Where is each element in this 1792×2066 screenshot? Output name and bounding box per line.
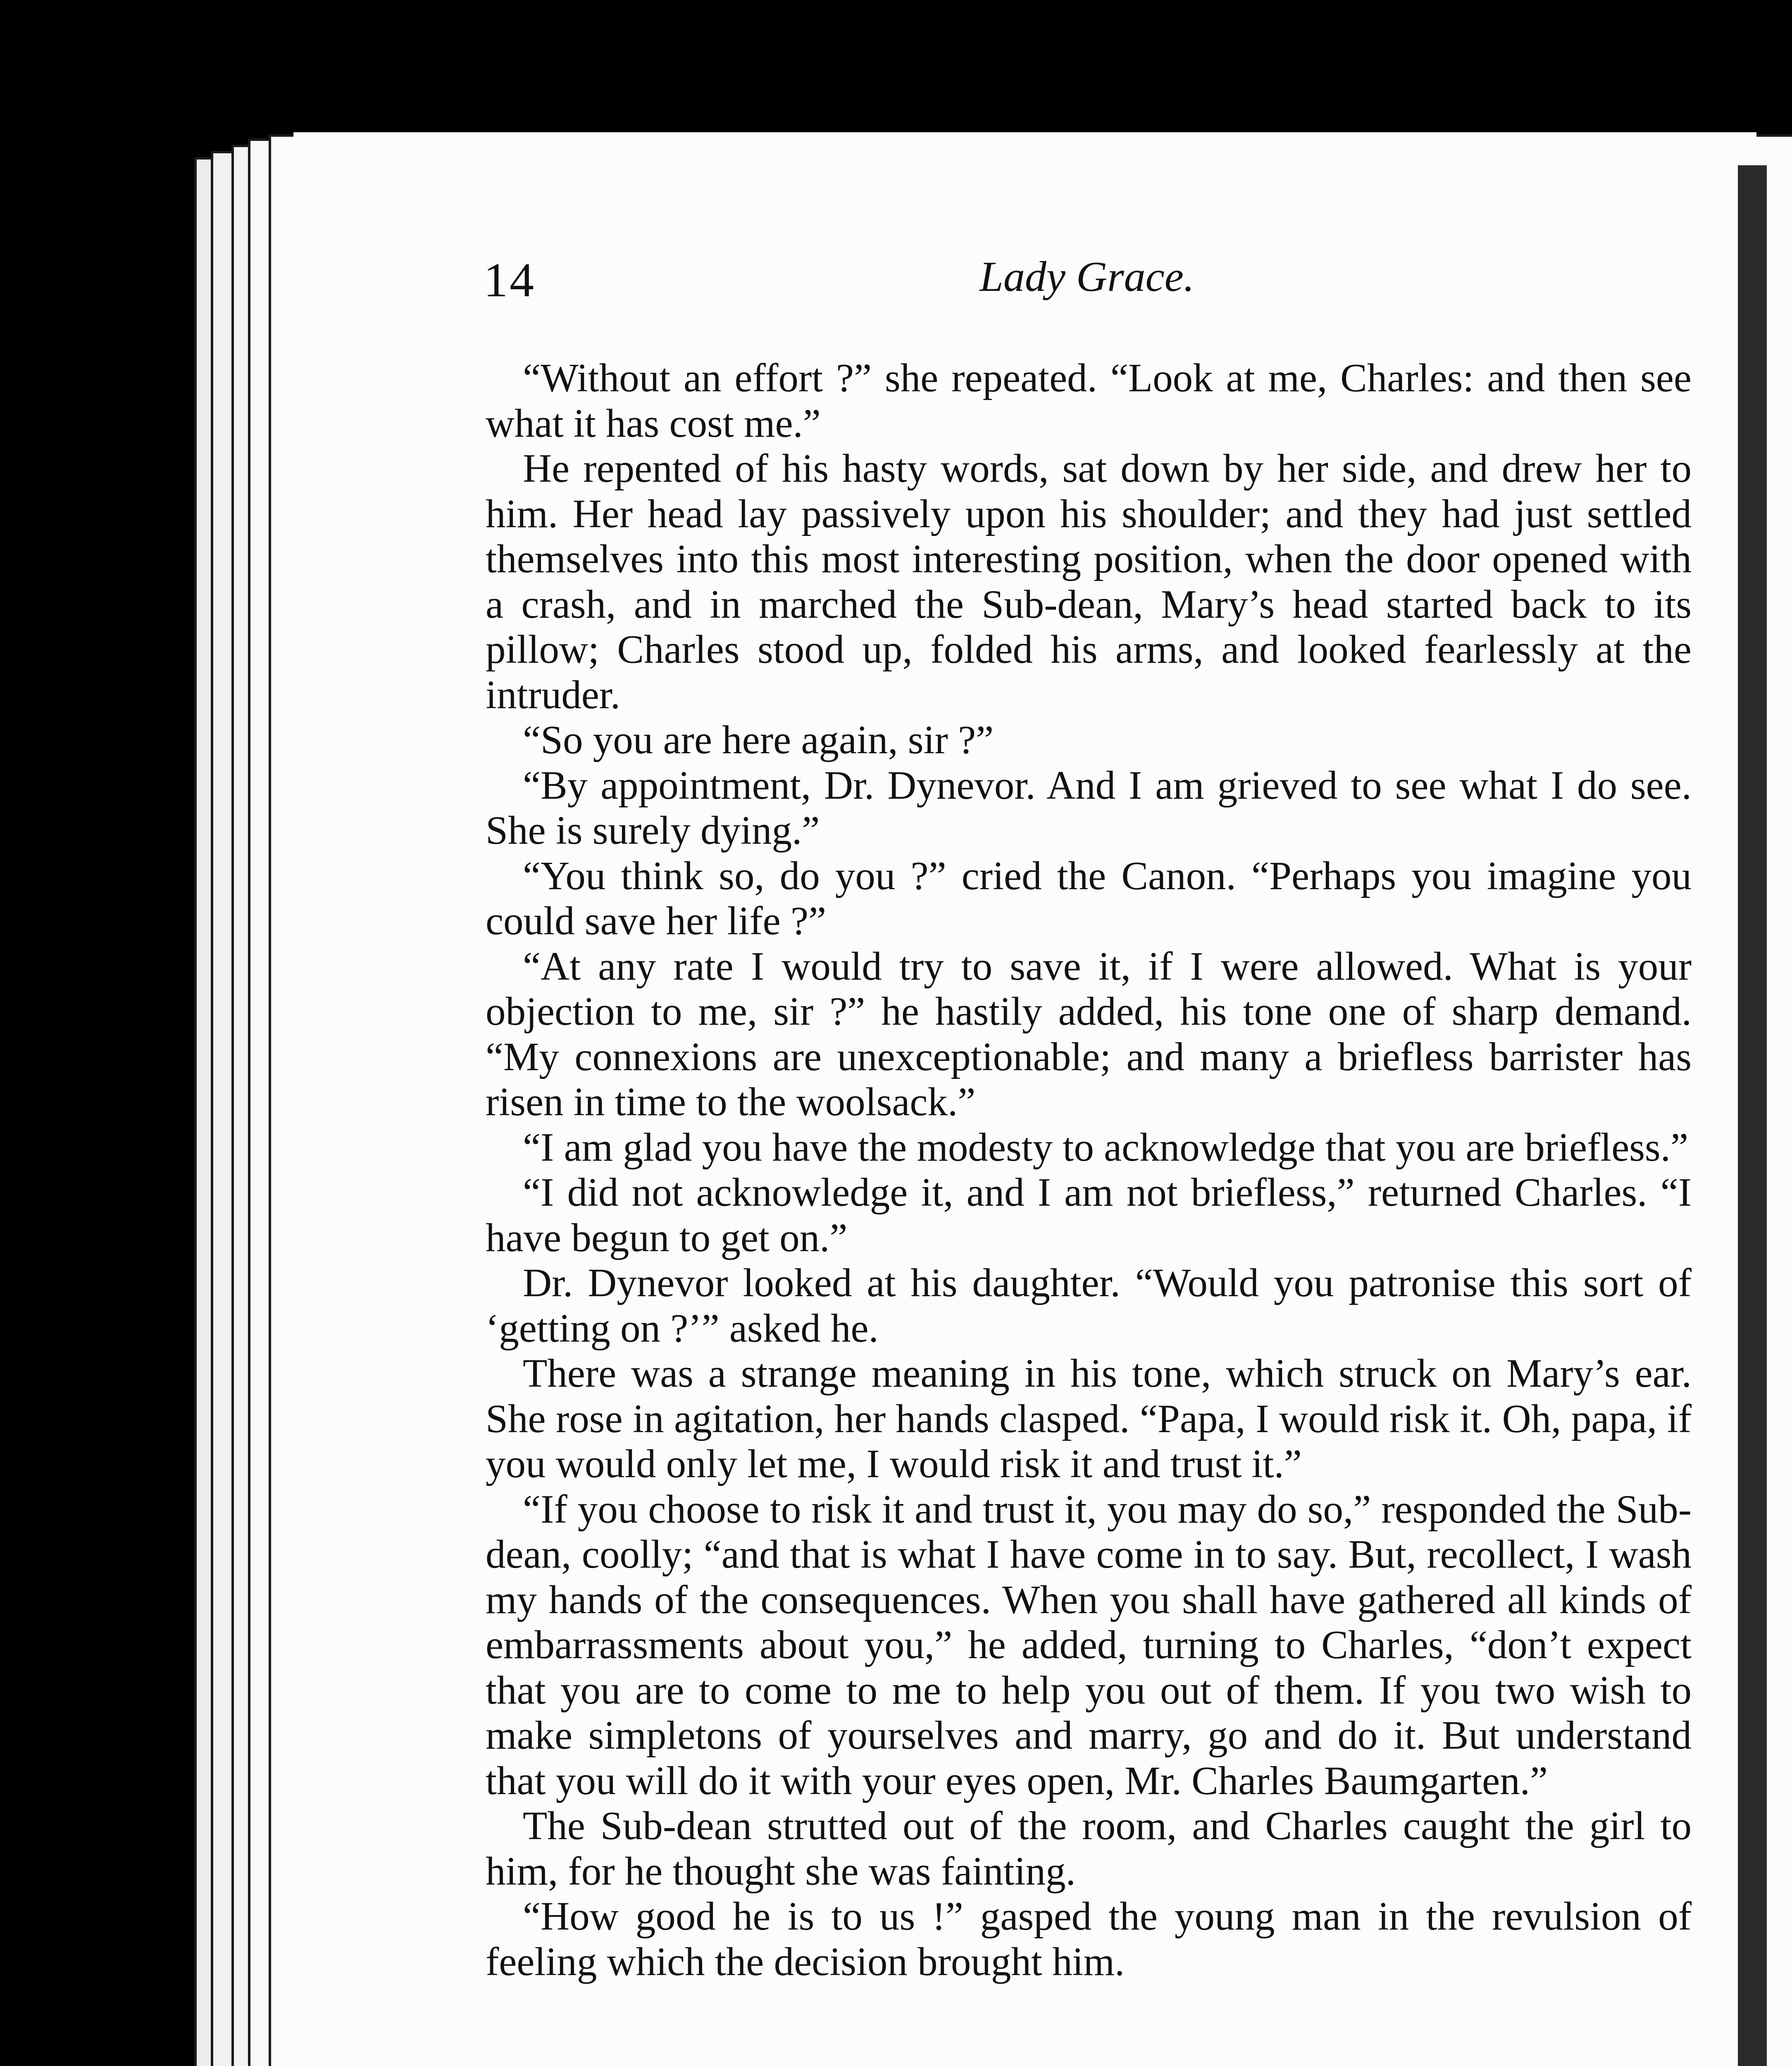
paragraph: “I am glad you have the modesty to acknowledge that you are briefless.” [523,1125,1689,1169]
paragraph: “So you are here again, sir ?” [523,718,994,762]
paragraph: “At any rate I would try to save it, if I were allowed. What is your objection to me, sir ?” he hastily added, his tone one of sharp demand. “My connexions are unexceptionable; and many a briefless barrister has risen in time to the woolsack.” [486,944,1692,1124]
book-spine-shadow [1738,165,1767,2066]
body-text [486,355,1692,1984]
paragraph: “I did not acknowledge it, and I am not briefless,” returned Charles. “I have begun to get on.” [486,1170,1692,1260]
paragraph: “By appointment, Dr. Dynevor. And I am grieved to see what I do see. She is surely dying.” [486,763,1692,852]
paragraph: Dr. Dynevor looked at his daughter. “Would you patronise this sort of ‘getting on ?’” asked he. [486,1261,1692,1350]
paragraph: There was a strange meaning in his tone, which struck on Mary’s ear. She rose in agitation, her hands clasped. “Papa, I would risk it. Oh, papa, if you would only let me, I would risk it and trust it.” [486,1351,1692,1486]
paragraph: “You think so, do you ?” cried the Canon. “Perhaps you imagine you could save her life ?” [486,853,1692,943]
book-title: Lady Grace. [979,253,1194,300]
paragraph: “If you choose to risk it and trust it, you may do so,” responded the Sub-dean, coolly; “and that is what I have come in to say. But, recollect, I wash my hands of the consequences. When you shall have gathered all kinds of embarrassments about you,” he added, turning to Charles, “don’t expect that you are to come to me to help you out of them. If you two wish to make simpletons of yourselves and marry, go and do it. But understand that you will do it with your eyes open, Mr. Charles Baumgarten.” [486,1487,1692,1803]
page-number: 14 [484,253,536,307]
paragraph: “How good he is to us !” gasped the young man in the revulsion of feeling which the decision brought him. [486,1894,1692,1984]
running-head [484,252,1690,310]
paragraph: He repented of his hasty words, sat down by her side, and drew her to him. Her head lay passively upon his shoulder; and they had just settled themselves into this most interesting position, when the door opened with a crash, and in marched the Sub-dean, Mary’s head started back to its pillow; Charles stood up, folded his arms, and looked fearlessly at the intruder. [486,446,1692,717]
paragraph: “Without an effort ?” she repeated. “Look at me, Charles: and then see what it has cost me.” [486,356,1692,445]
paragraph: The Sub-dean strutted out of the room, and Charles caught the girl to him, for he thought she was fainting. [486,1804,1692,1893]
